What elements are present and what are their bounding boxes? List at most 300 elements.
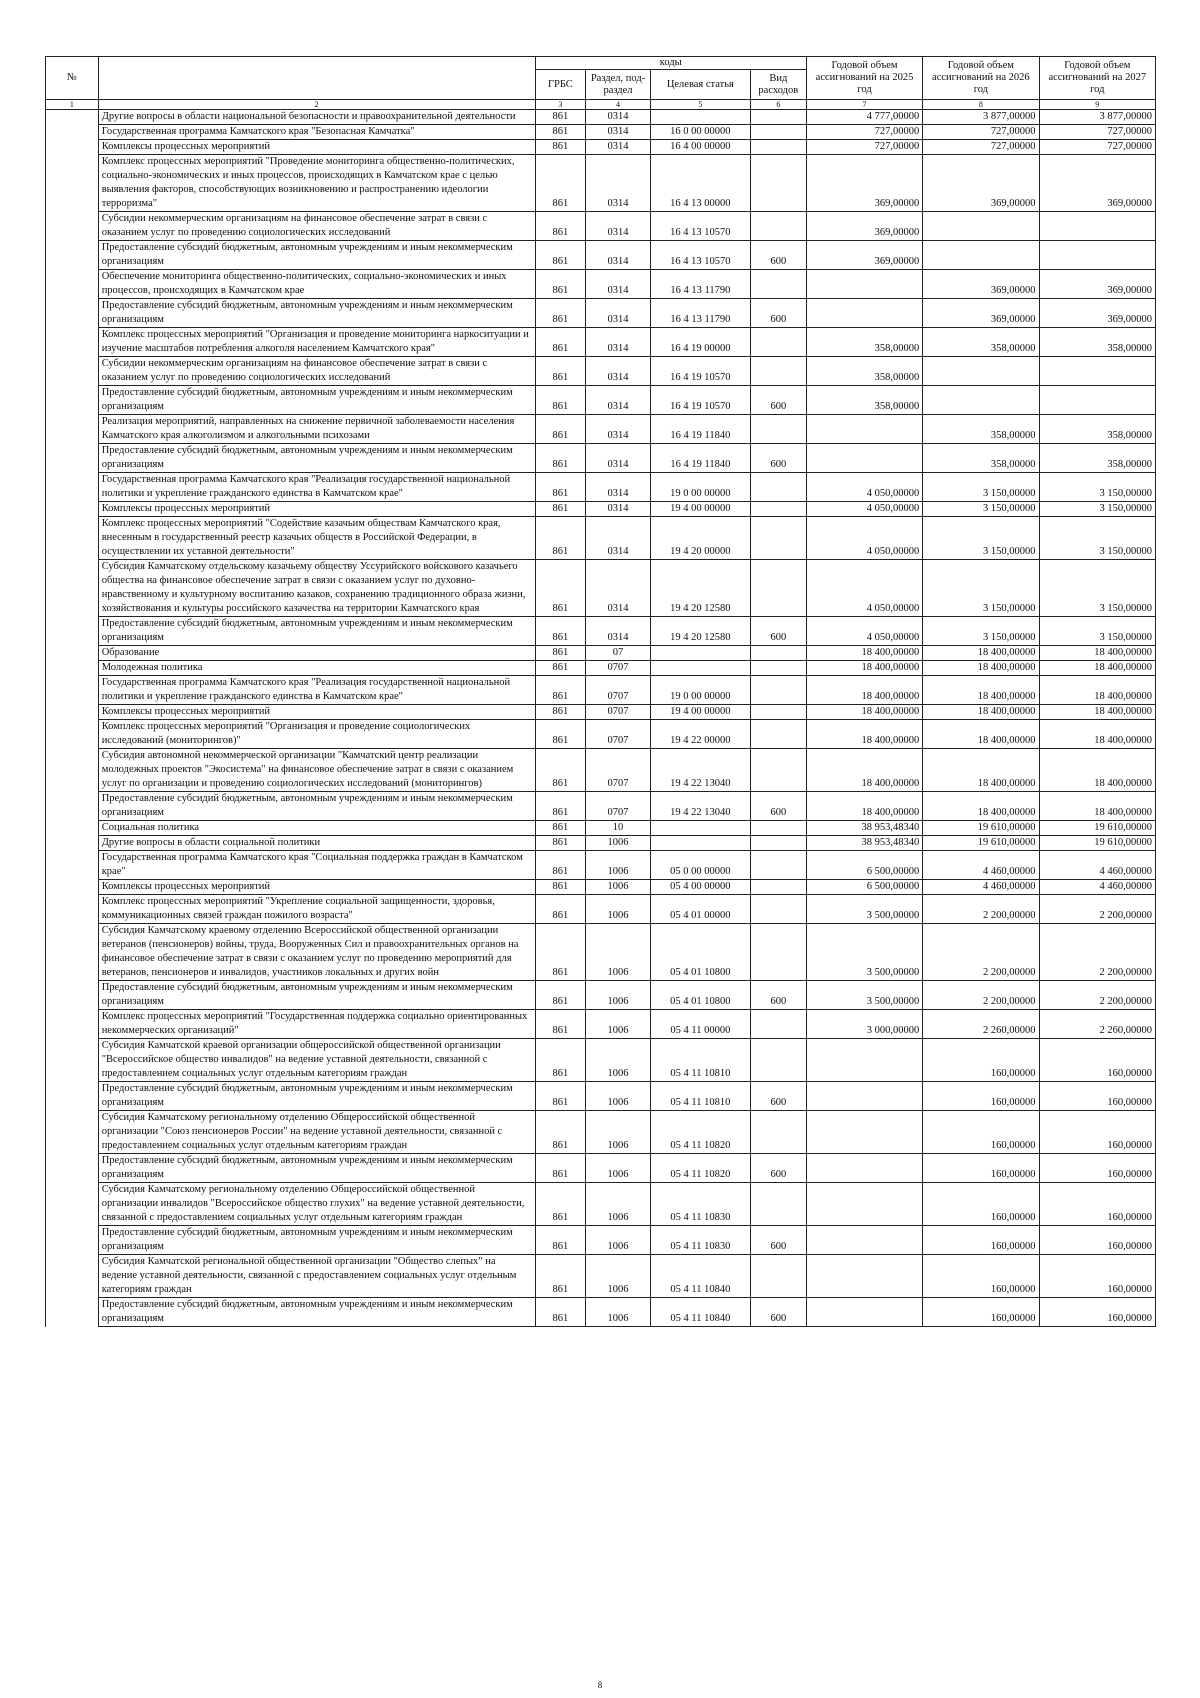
- row-amount-2027: 727,00000: [1039, 125, 1155, 140]
- row-name: Предоставление субсидий бюджетным, автономным учреждениям и иным некоммерческим организациям: [98, 299, 535, 328]
- row-amount-2027: 369,00000: [1039, 270, 1155, 299]
- row-name: Субсидия Камчатскому региональному отделению Общероссийской общественной организации "Союз пенсионеров России" на ведение уставной деятельности, связанной с предоставлением социальных услуг отдельным категориям граждан: [98, 1111, 535, 1154]
- row-amount-2026: [923, 386, 1039, 415]
- table-row: [46, 646, 1156, 661]
- row-index-cell: [46, 1082, 99, 1111]
- row-amount-2025: 4 050,00000: [806, 473, 922, 502]
- row-grbs: 861: [535, 1226, 586, 1255]
- row-amount-2027: 3 150,00000: [1039, 502, 1155, 517]
- row-index-cell: [46, 1111, 99, 1154]
- row-razdel: 0314: [586, 299, 651, 328]
- row-amount-2025: [806, 1226, 922, 1255]
- row-target-article: [650, 836, 750, 851]
- row-target-article: 05 4 01 10800: [650, 924, 750, 981]
- row-razdel: 0314: [586, 270, 651, 299]
- row-expense-type: [750, 328, 806, 357]
- header-grbs: ГРБС: [535, 70, 586, 100]
- row-amount-2025: [806, 1298, 922, 1327]
- table-row: [46, 241, 1156, 270]
- row-amount-2026: 3 150,00000: [923, 473, 1039, 502]
- row-name: Комплекс процессных мероприятий "Укрепление социальной защищенности, здоровья, коммуникационных связей граждан пожилого возраста": [98, 895, 535, 924]
- row-amount-2025: 18 400,00000: [806, 646, 922, 661]
- row-expense-type: 600: [750, 1226, 806, 1255]
- row-grbs: 861: [535, 415, 586, 444]
- row-razdel: 0707: [586, 720, 651, 749]
- row-grbs: 861: [535, 705, 586, 720]
- row-grbs: 861: [535, 895, 586, 924]
- row-target-article: 16 4 19 11840: [650, 415, 750, 444]
- row-amount-2025: 4 050,00000: [806, 502, 922, 517]
- table-row: [46, 357, 1156, 386]
- row-name: Обеспечение мониторинга общественно-политических, социально-экономических и иных процессов, происходящих в Камчатском крае: [98, 270, 535, 299]
- row-name: Субсидия Камчатской краевой организации общероссийской общественной организации "Всероссийское общество инвалидов" на ведение уставной деятельности, связанной с предоставлением социальных услуг отдельным категориям граждан: [98, 1039, 535, 1082]
- row-target-article: 05 4 11 10830: [650, 1226, 750, 1255]
- row-amount-2027: 3 150,00000: [1039, 473, 1155, 502]
- row-amount-2026: 19 610,00000: [923, 836, 1039, 851]
- row-grbs: 861: [535, 851, 586, 880]
- row-target-article: 05 4 11 10810: [650, 1039, 750, 1082]
- row-amount-2027: 160,00000: [1039, 1039, 1155, 1082]
- row-amount-2025: 18 400,00000: [806, 705, 922, 720]
- row-razdel: 1006: [586, 1082, 651, 1111]
- row-amount-2025: [806, 1183, 922, 1226]
- row-expense-type: [750, 821, 806, 836]
- row-amount-2025: 6 500,00000: [806, 851, 922, 880]
- row-razdel: 0707: [586, 792, 651, 821]
- row-amount-2026: 160,00000: [923, 1226, 1039, 1255]
- row-grbs: 861: [535, 110, 586, 125]
- row-index-cell: [46, 140, 99, 155]
- row-name: Предоставление субсидий бюджетным, автономным учреждениям и иным некоммерческим организациям: [98, 792, 535, 821]
- row-index-cell: [46, 241, 99, 270]
- row-amount-2027: 18 400,00000: [1039, 661, 1155, 676]
- row-expense-type: 600: [750, 386, 806, 415]
- row-amount-2025: [806, 1082, 922, 1111]
- row-name: Молодежная политика: [98, 661, 535, 676]
- row-razdel: 1006: [586, 880, 651, 895]
- row-index-cell: [46, 646, 99, 661]
- row-amount-2025: 18 400,00000: [806, 749, 922, 792]
- row-grbs: 861: [535, 125, 586, 140]
- row-index-cell: [46, 1255, 99, 1298]
- row-index-cell: [46, 792, 99, 821]
- row-amount-2025: 38 953,48340: [806, 836, 922, 851]
- row-index-cell: [46, 836, 99, 851]
- row-target-article: 19 4 22 13040: [650, 792, 750, 821]
- row-grbs: 861: [535, 270, 586, 299]
- row-index-cell: [46, 444, 99, 473]
- row-amount-2025: 3 500,00000: [806, 924, 922, 981]
- row-amount-2026: 18 400,00000: [923, 676, 1039, 705]
- row-target-article: 19 4 22 13040: [650, 749, 750, 792]
- row-amount-2027: 160,00000: [1039, 1226, 1155, 1255]
- row-amount-2026: 369,00000: [923, 299, 1039, 328]
- row-razdel: 1006: [586, 924, 651, 981]
- row-amount-2027: 2 200,00000: [1039, 981, 1155, 1010]
- row-grbs: 861: [535, 155, 586, 212]
- row-name: Реализация мероприятий, направленных на снижение первичной заболеваемости населения Камчатского края алкоголизмом и алкогольными психозами: [98, 415, 535, 444]
- row-razdel: 0707: [586, 749, 651, 792]
- row-target-article: 05 4 00 00000: [650, 880, 750, 895]
- row-name: Субсидия автономной некоммерческой организации "Камчатский центр реализации молодежных проектов "Экосистема" на финансовое обеспечение затрат в связи с оказанием услуг по организации и проведению социологических исследований (мониторингов): [98, 749, 535, 792]
- row-expense-type: [750, 110, 806, 125]
- row-name: Государственная программа Камчатского края "Реализация государственной национальной политики и укрепление гражданского единства в Камчатском крае": [98, 676, 535, 705]
- row-target-article: [650, 646, 750, 661]
- row-amount-2025: 727,00000: [806, 125, 922, 140]
- row-name: Субсидия Камчатскому отдельскому казачьему обществу Уссурийского войскового казачьего общества на финансовое обеспечение затрат в связи с оказанием услуг по духовно-нравственному и культурному воспитанию казаков, сохранению традиционного образа жизни, хозяйствования и культуры российского казачества на территории Камчатского края: [98, 560, 535, 617]
- row-grbs: 861: [535, 473, 586, 502]
- row-amount-2025: 18 400,00000: [806, 792, 922, 821]
- row-name: Предоставление субсидий бюджетным, автономным учреждениям и иным некоммерческим организациям: [98, 981, 535, 1010]
- row-target-article: 19 4 20 12580: [650, 617, 750, 646]
- table-row: [46, 1183, 1156, 1226]
- row-name: Социальная политика: [98, 821, 535, 836]
- row-target-article: 19 4 22 00000: [650, 720, 750, 749]
- row-razdel: 1006: [586, 895, 651, 924]
- row-expense-type: [750, 661, 806, 676]
- table-row: [46, 924, 1156, 981]
- row-expense-type: [750, 1010, 806, 1039]
- row-name: Другие вопросы в области национальной безопасности и правоохранительной деятельности: [98, 110, 535, 125]
- row-target-article: 16 4 13 10570: [650, 241, 750, 270]
- row-razdel: 07: [586, 646, 651, 661]
- row-razdel: 0314: [586, 155, 651, 212]
- row-expense-type: [750, 125, 806, 140]
- row-grbs: 861: [535, 502, 586, 517]
- row-amount-2025: 18 400,00000: [806, 661, 922, 676]
- row-target-article: 05 4 11 10810: [650, 1082, 750, 1111]
- table-row: [46, 1154, 1156, 1183]
- row-amount-2026: 3 150,00000: [923, 560, 1039, 617]
- row-amount-2027: 2 200,00000: [1039, 895, 1155, 924]
- row-amount-2025: 6 500,00000: [806, 880, 922, 895]
- row-amount-2026: 369,00000: [923, 155, 1039, 212]
- row-target-article: 16 4 13 11790: [650, 299, 750, 328]
- row-amount-2025: 369,00000: [806, 212, 922, 241]
- row-name: Комплексы процессных мероприятий: [98, 705, 535, 720]
- row-razdel: 1006: [586, 1298, 651, 1327]
- row-index-cell: [46, 560, 99, 617]
- row-expense-type: [750, 1111, 806, 1154]
- row-expense-type: [750, 880, 806, 895]
- row-amount-2027: 727,00000: [1039, 140, 1155, 155]
- row-target-article: [650, 661, 750, 676]
- row-razdel: 0314: [586, 241, 651, 270]
- col-number: 9: [1039, 100, 1155, 110]
- row-amount-2027: 18 400,00000: [1039, 676, 1155, 705]
- row-index-cell: [46, 517, 99, 560]
- row-name: Предоставление субсидий бюджетным, автономным учреждениям и иным некоммерческим организациям: [98, 1226, 535, 1255]
- row-amount-2026: 358,00000: [923, 444, 1039, 473]
- row-amount-2027: 369,00000: [1039, 299, 1155, 328]
- row-amount-2025: 4 050,00000: [806, 517, 922, 560]
- row-amount-2027: 3 150,00000: [1039, 517, 1155, 560]
- row-expense-type: 600: [750, 981, 806, 1010]
- row-amount-2027: [1039, 386, 1155, 415]
- row-expense-type: 600: [750, 1298, 806, 1327]
- row-razdel: 0314: [586, 473, 651, 502]
- row-amount-2025: [806, 444, 922, 473]
- row-expense-type: [750, 836, 806, 851]
- row-index-cell: [46, 720, 99, 749]
- row-index-cell: [46, 386, 99, 415]
- row-amount-2026: 160,00000: [923, 1039, 1039, 1082]
- row-amount-2026: 358,00000: [923, 415, 1039, 444]
- table-row: [46, 1082, 1156, 1111]
- row-razdel: 0707: [586, 705, 651, 720]
- row-target-article: 19 0 00 00000: [650, 473, 750, 502]
- row-name: Предоставление субсидий бюджетным, автономным учреждениям и иным некоммерческим организациям: [98, 1298, 535, 1327]
- row-index-cell: [46, 895, 99, 924]
- table-row: [46, 749, 1156, 792]
- row-amount-2027: 3 150,00000: [1039, 617, 1155, 646]
- row-name: Предоставление субсидий бюджетным, автономным учреждениям и иным некоммерческим организациям: [98, 241, 535, 270]
- header-num: №: [46, 57, 99, 100]
- row-target-article: 16 4 00 00000: [650, 140, 750, 155]
- row-razdel: 1006: [586, 836, 651, 851]
- table-row: [46, 720, 1156, 749]
- row-amount-2027: 160,00000: [1039, 1183, 1155, 1226]
- row-amount-2026: 369,00000: [923, 270, 1039, 299]
- row-target-article: 19 4 20 12580: [650, 560, 750, 617]
- row-razdel: 0314: [586, 386, 651, 415]
- table-body: [46, 110, 1156, 1327]
- row-grbs: 861: [535, 1010, 586, 1039]
- row-amount-2025: 358,00000: [806, 357, 922, 386]
- row-amount-2025: 18 400,00000: [806, 720, 922, 749]
- row-index-cell: [46, 661, 99, 676]
- row-expense-type: 600: [750, 792, 806, 821]
- row-expense-type: 600: [750, 241, 806, 270]
- row-index-cell: [46, 299, 99, 328]
- budget-table-sheet: [45, 56, 1156, 1327]
- row-amount-2027: 160,00000: [1039, 1255, 1155, 1298]
- row-amount-2026: [923, 241, 1039, 270]
- row-amount-2025: [806, 1255, 922, 1298]
- row-name: Государственная программа Камчатского края "Социальная поддержка граждан в Камчатском крае": [98, 851, 535, 880]
- table-row: [46, 1298, 1156, 1327]
- table-row: [46, 270, 1156, 299]
- row-target-article: 05 0 00 00000: [650, 851, 750, 880]
- row-expense-type: [750, 270, 806, 299]
- table-row: [46, 212, 1156, 241]
- row-index-cell: [46, 749, 99, 792]
- row-razdel: 1006: [586, 1226, 651, 1255]
- row-razdel: 0314: [586, 502, 651, 517]
- row-amount-2025: 4 050,00000: [806, 560, 922, 617]
- row-name: Субсидия Камчатскому региональному отделению Общероссийской общественной организации инвалидов "Всероссийское общество глухих" на ведение уставной деятельности, связанной с предоставлением социальных услуг отдельным категориям граждан: [98, 1183, 535, 1226]
- row-razdel: 0314: [586, 328, 651, 357]
- row-grbs: 861: [535, 792, 586, 821]
- row-expense-type: 600: [750, 1082, 806, 1111]
- table-row: [46, 1255, 1156, 1298]
- row-amount-2025: [806, 299, 922, 328]
- row-amount-2027: 19 610,00000: [1039, 836, 1155, 851]
- row-grbs: 861: [535, 444, 586, 473]
- col-number: 6: [750, 100, 806, 110]
- row-expense-type: [750, 473, 806, 502]
- row-amount-2025: 358,00000: [806, 328, 922, 357]
- row-amount-2026: 18 400,00000: [923, 705, 1039, 720]
- row-name: Предоставление субсидий бюджетным, автономным учреждениям и иным некоммерческим организациям: [98, 1154, 535, 1183]
- table-row: [46, 705, 1156, 720]
- budget-allocation-table: [45, 56, 1156, 1327]
- table-row: [46, 676, 1156, 705]
- row-index-cell: [46, 880, 99, 895]
- row-grbs: 861: [535, 517, 586, 560]
- row-amount-2025: 727,00000: [806, 140, 922, 155]
- row-target-article: 05 4 11 10840: [650, 1255, 750, 1298]
- row-amount-2027: [1039, 212, 1155, 241]
- table-row: [46, 1039, 1156, 1082]
- row-amount-2027: 358,00000: [1039, 444, 1155, 473]
- row-razdel: 1006: [586, 1039, 651, 1082]
- table-row: [46, 981, 1156, 1010]
- row-name: Государственная программа Камчатского края "Безопасная Камчатка": [98, 125, 535, 140]
- row-index-cell: [46, 1039, 99, 1082]
- page-number: 8: [597, 1680, 603, 1690]
- row-razdel: 10: [586, 821, 651, 836]
- row-grbs: 861: [535, 1039, 586, 1082]
- row-index-cell: [46, 357, 99, 386]
- row-razdel: 0707: [586, 676, 651, 705]
- row-razdel: 0314: [586, 140, 651, 155]
- row-razdel: 0314: [586, 125, 651, 140]
- row-name: Субсидии некоммерческим организациям на финансовое обеспечение затрат в связи с оказанием услуг по проведению социологических исследований: [98, 357, 535, 386]
- row-grbs: 861: [535, 212, 586, 241]
- row-amount-2026: 18 400,00000: [923, 720, 1039, 749]
- row-expense-type: [750, 705, 806, 720]
- table-row: [46, 1010, 1156, 1039]
- row-razdel: 1006: [586, 1255, 651, 1298]
- row-amount-2026: 160,00000: [923, 1255, 1039, 1298]
- row-amount-2026: 3 150,00000: [923, 517, 1039, 560]
- row-index-cell: [46, 212, 99, 241]
- row-amount-2026: 160,00000: [923, 1183, 1039, 1226]
- row-amount-2025: 4 050,00000: [806, 617, 922, 646]
- row-amount-2026: 18 400,00000: [923, 646, 1039, 661]
- row-grbs: 861: [535, 1298, 586, 1327]
- row-index-cell: [46, 924, 99, 981]
- row-amount-2027: 18 400,00000: [1039, 720, 1155, 749]
- table-row: [46, 415, 1156, 444]
- row-amount-2026: 19 610,00000: [923, 821, 1039, 836]
- row-name: Предоставление субсидий бюджетным, автономным учреждениям и иным некоммерческим организациям: [98, 444, 535, 473]
- row-amount-2026: 160,00000: [923, 1111, 1039, 1154]
- row-amount-2027: 160,00000: [1039, 1082, 1155, 1111]
- row-expense-type: [750, 646, 806, 661]
- row-expense-type: [750, 749, 806, 792]
- row-grbs: 861: [535, 1255, 586, 1298]
- table-row: [46, 661, 1156, 676]
- row-expense-type: [750, 1183, 806, 1226]
- row-amount-2027: 18 400,00000: [1039, 749, 1155, 792]
- row-amount-2027: 358,00000: [1039, 328, 1155, 357]
- row-razdel: 1006: [586, 1010, 651, 1039]
- row-index-cell: [46, 617, 99, 646]
- row-amount-2026: 18 400,00000: [923, 661, 1039, 676]
- row-amount-2026: 3 877,00000: [923, 110, 1039, 125]
- row-grbs: 861: [535, 241, 586, 270]
- row-expense-type: 600: [750, 444, 806, 473]
- row-target-article: 05 4 11 10820: [650, 1111, 750, 1154]
- row-name: Субсидии некоммерческим организациям на финансовое обеспечение затрат в связи с оказанием услуг по проведению социологических исследований: [98, 212, 535, 241]
- row-razdel: 1006: [586, 1154, 651, 1183]
- row-target-article: 16 4 19 11840: [650, 444, 750, 473]
- row-amount-2026: 160,00000: [923, 1082, 1039, 1111]
- row-amount-2027: [1039, 241, 1155, 270]
- row-index-cell: [46, 1010, 99, 1039]
- row-amount-2027: 18 400,00000: [1039, 705, 1155, 720]
- row-index-cell: [46, 328, 99, 357]
- row-amount-2026: 2 200,00000: [923, 924, 1039, 981]
- row-target-article: 16 4 13 11790: [650, 270, 750, 299]
- row-grbs: 861: [535, 821, 586, 836]
- col-number: 7: [806, 100, 922, 110]
- header-column-numbers: [46, 100, 1156, 110]
- row-target-article: 16 4 19 00000: [650, 328, 750, 357]
- row-grbs: 861: [535, 140, 586, 155]
- row-amount-2025: [806, 1111, 922, 1154]
- row-index-cell: [46, 125, 99, 140]
- row-target-article: 16 0 00 00000: [650, 125, 750, 140]
- row-name: Субсидия Камчатской региональной общественной организации "Общество слепых" на ведение уставной деятельности, связанной с предоставлением социальных услуг отдельным категориям граждан: [98, 1255, 535, 1298]
- row-index-cell: [46, 502, 99, 517]
- row-name: Субсидия Камчатскому краевому отделению Всероссийской общественной организации ветеранов (пенсионеров) войны, труда, Вооруженных Сил и правоохранительных органов на финансовое обеспечение затрат в связи с оказанием услуг по проведению мероприятий для ветеранов, пенсионеров и инвалидов, участников локальных и других войн: [98, 924, 535, 981]
- row-grbs: 861: [535, 299, 586, 328]
- row-expense-type: [750, 924, 806, 981]
- row-razdel: 0314: [586, 560, 651, 617]
- table-row: [46, 792, 1156, 821]
- table-row: [46, 821, 1156, 836]
- row-target-article: 16 4 13 00000: [650, 155, 750, 212]
- row-amount-2026: [923, 357, 1039, 386]
- row-name: Комплексы процессных мероприятий: [98, 880, 535, 895]
- row-expense-type: [750, 851, 806, 880]
- row-target-article: 05 4 01 00000: [650, 895, 750, 924]
- row-amount-2027: 19 610,00000: [1039, 821, 1155, 836]
- row-razdel: 1006: [586, 1183, 651, 1226]
- col-number: 4: [586, 100, 651, 110]
- table-row: [46, 880, 1156, 895]
- row-amount-2026: 727,00000: [923, 140, 1039, 155]
- row-target-article: [650, 821, 750, 836]
- row-grbs: 861: [535, 836, 586, 851]
- row-name: Комплексы процессных мероприятий: [98, 502, 535, 517]
- row-amount-2026: 3 150,00000: [923, 502, 1039, 517]
- table-row: [46, 140, 1156, 155]
- row-amount-2025: 18 400,00000: [806, 676, 922, 705]
- row-amount-2025: 369,00000: [806, 241, 922, 270]
- row-target-article: 05 4 11 10820: [650, 1154, 750, 1183]
- row-amount-2026: 18 400,00000: [923, 792, 1039, 821]
- row-expense-type: [750, 560, 806, 617]
- table-row: [46, 836, 1156, 851]
- row-amount-2027: 3 877,00000: [1039, 110, 1155, 125]
- row-index-cell: [46, 473, 99, 502]
- row-amount-2027: [1039, 357, 1155, 386]
- row-razdel: 0314: [586, 212, 651, 241]
- row-target-article: 05 4 11 10840: [650, 1298, 750, 1327]
- row-grbs: 861: [535, 560, 586, 617]
- row-amount-2025: 4 777,00000: [806, 110, 922, 125]
- row-amount-2026: 2 260,00000: [923, 1010, 1039, 1039]
- row-name: Комплекс процессных мероприятий "Организация и проведение мониторинга наркоситуации и изучение масштабов потребления алкоголя населением Камчатского края": [98, 328, 535, 357]
- row-name: Предоставление субсидий бюджетным, автономным учреждениям и иным некоммерческим организациям: [98, 386, 535, 415]
- row-index-cell: [46, 270, 99, 299]
- table-row: [46, 895, 1156, 924]
- row-name: Предоставление субсидий бюджетным, автономным учреждениям и иным некоммерческим организациям: [98, 1082, 535, 1111]
